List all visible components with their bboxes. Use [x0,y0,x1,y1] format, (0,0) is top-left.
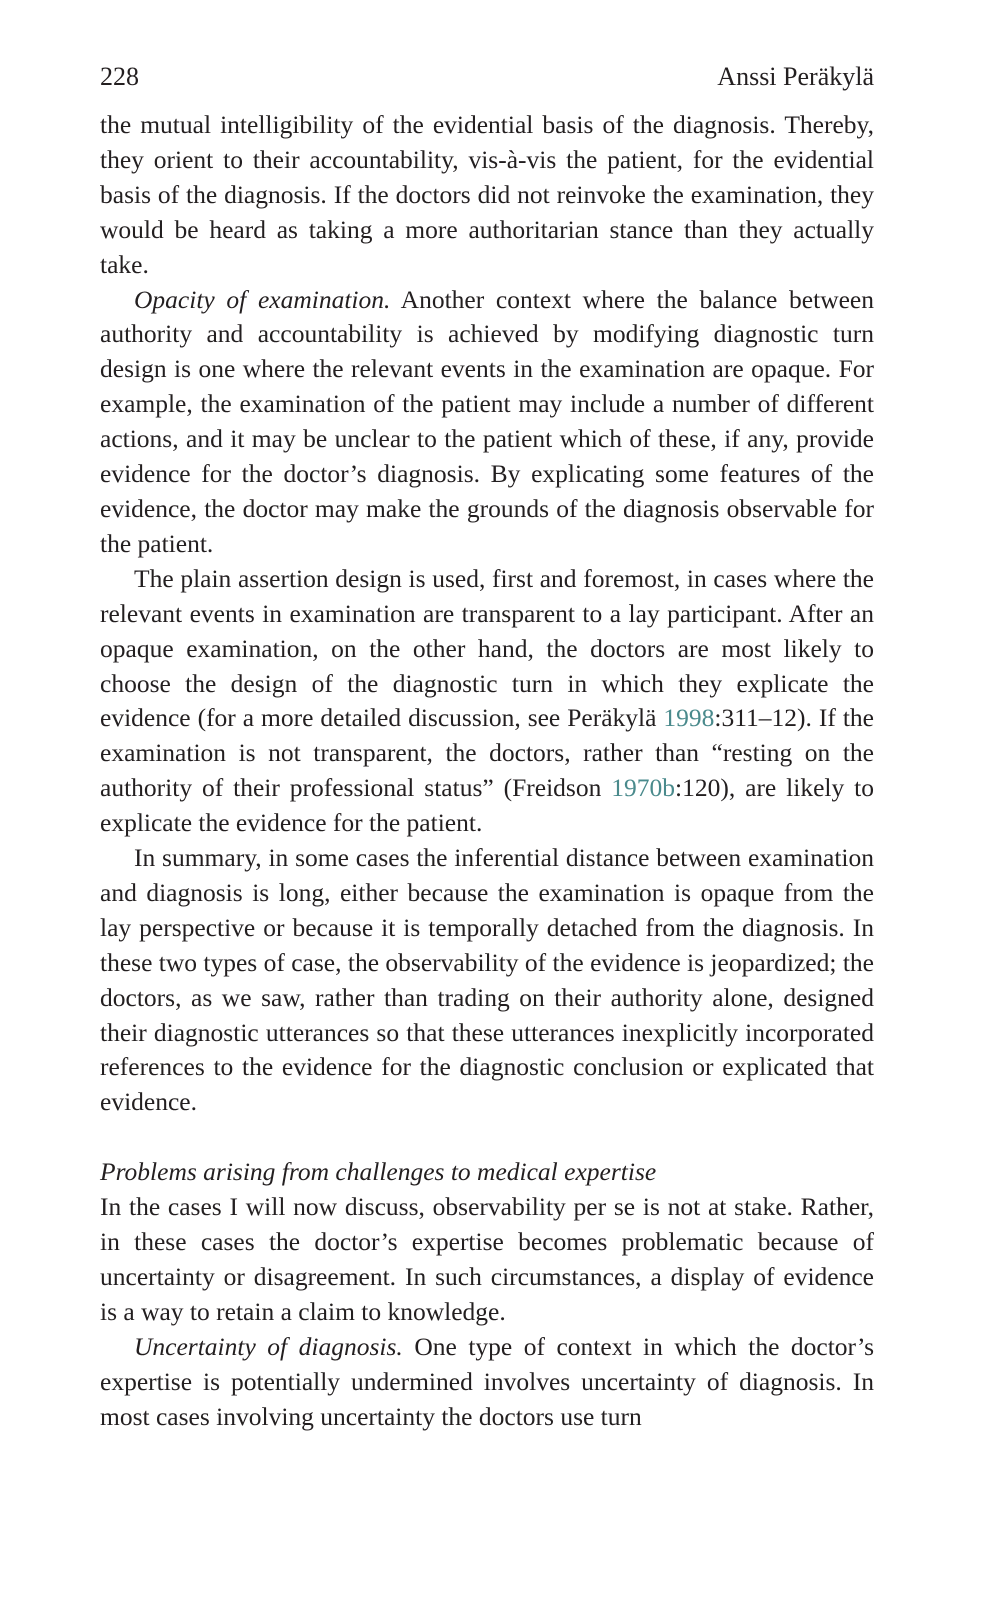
running-head-author: Anssi Peräkylä [717,62,874,91]
paragraph-text: :311–12). If the examination is not transparent, the doctors, rather than “resting on the authority of their professional status” (Freidson [100,703,874,803]
section-heading: Problems arising from challenges to medical expertise [100,1157,657,1187]
paragraph-text: :120), are likely to explicate the evidence for the patient. [100,773,874,838]
paragraph-text: The plain assertion design is used, first and foremost, in cases where the relevant events in examination are transparent to a lay participant. After an opaque examination, on the other hand, the doctors are most likely to choose the design of the diagnostic turn in which they explicate the evidence (for a more detailed discussion, see Peräkylä [100,563,874,733]
paragraph-summary: In summary, in some cases the inferential distance between examination and diagnosis is long, either because the examination is opaque from the lay perspective or because it is temporally detached from the diagnosis. In these two types of case, the observability of the evidence is jeopardized; the doctors, as we saw, rather than trading on their authority alone, designed their diagnostic utterances so that these utterances inexplicitly incorporated references to the evidence for the diagnostic conclusion or explicated that evidence. [100,843,874,1117]
book-page [100,62,874,1435]
paragraph-plain-assertion [100,562,874,841]
paragraph-continuation: the mutual intelligibility of the evidential basis of the diagnosis. Thereby, they orient to their accountability, vis-à-vis the patient, for the evidential basis of the diagnosis. If the doctors did not reinvoke the examination, they would be heard as taking a more authoritarian stance than they actually take. [100,110,874,279]
body-text [100,108,874,1435]
paragraph-text: One type of context in which the doctor’s expertise is potentially undermined involves uncertainty of diagnosis. In most cases involving uncertainty the doctors use turn [100,1331,875,1431]
paragraph-text: Another context where the balance between authority and accountability is achieved by modifying diagnostic turn design is one where the relevant events in the examination are opaque. For example, the examination of the patient may include a number of different actions, and it may be unclear to the patient which of these, if any, provide evidence for the doctor’s diagnosis. By explicating some features of the evidence, the doctor may make the grounds of the diagnosis observable for the patient. [100,284,874,558]
citation-link-1998[interactable]: 1998 [663,703,715,733]
paragraph-uncertainty-of-diagnosis [100,1330,874,1435]
running-head [100,62,874,92]
paragraph-run-in-heading: Uncertainty of diagnosis. [134,1331,403,1361]
paragraph-run-in-heading: Opacity of examination. [134,284,391,314]
paragraph-expertise-intro: In the cases I will now discuss, observability per se is not at stake. Rather, in these cases the doctor’s expertise becomes problematic because of uncertainty or disagreement. In such circumstances, a display of evidence is a way to retain a claim to knowledge. [100,1192,874,1326]
citation-link-1970b[interactable]: 1970b [611,773,676,803]
page-number: 228 [100,62,139,91]
paragraph-opacity-of-examination [100,283,874,562]
